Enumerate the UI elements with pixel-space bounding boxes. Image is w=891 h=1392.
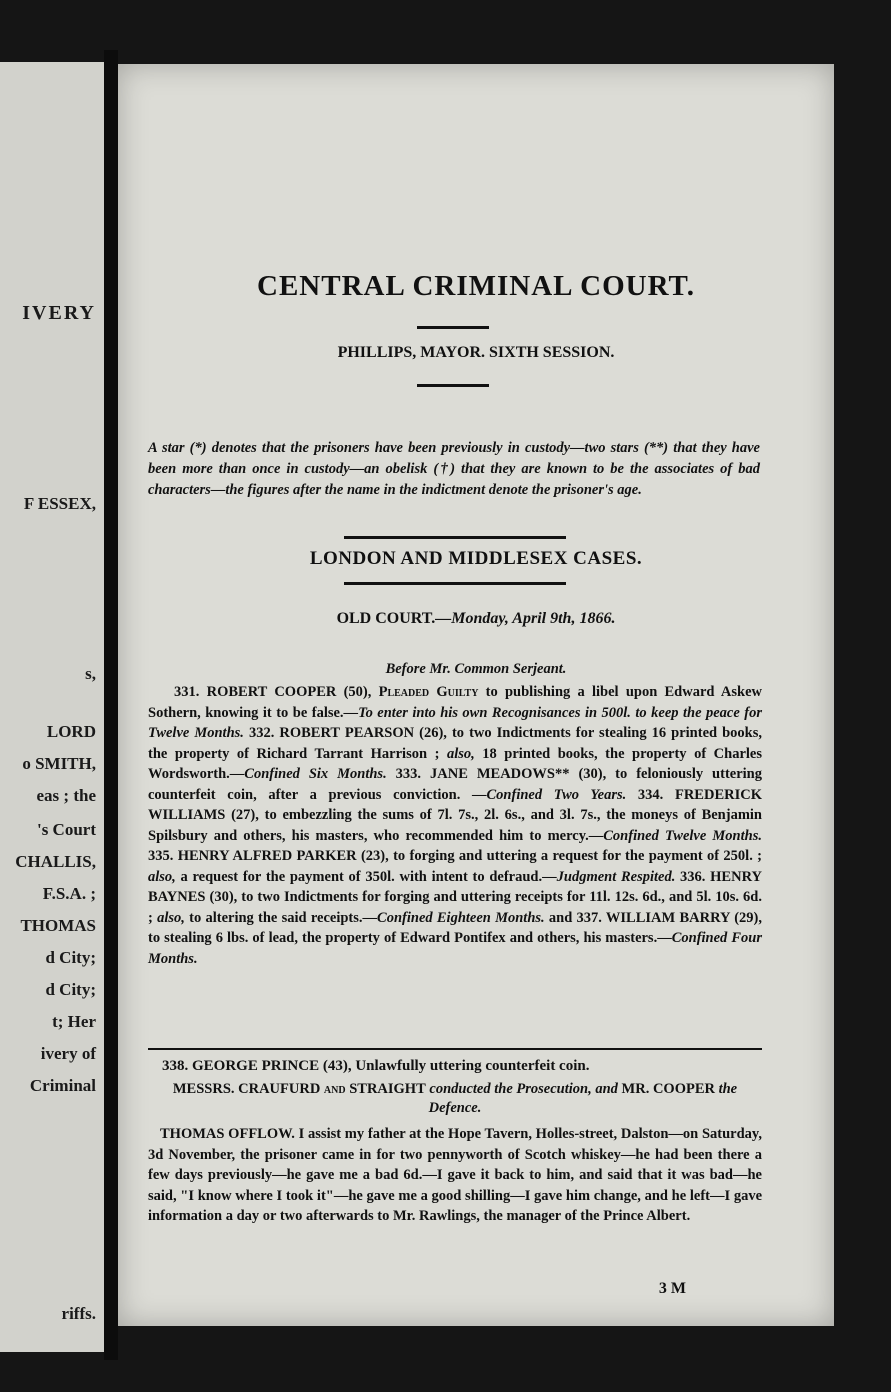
facing-page-text: THOMAS [20, 916, 96, 935]
divider [344, 536, 566, 539]
page-title: CENTRAL CRIMINAL COURT. [257, 270, 695, 302]
divider [344, 582, 566, 585]
testimony-text: I assist my father at the Hope Tavern, Holles-street, Dalston—on Saturday, 3d November, the prisoner came in for two pennyworth of Scotch whiskey—he had been there a few days previously—he gave me a bad 6d.—I gave it back to him, and said that it was bad—he said, "I know where I took it"—he gave me a good shilling—I gave him change, and he left—I gave information a day or two afterwards to Mr. Rawlings, the manager of the Prince Albert. [148, 1126, 762, 1224]
facing-page-text: LORD [46, 722, 96, 741]
facing-page-text: eas ; the [36, 786, 96, 805]
book-gutter [104, 50, 118, 1360]
facing-page-text: ivery of [40, 1044, 96, 1063]
facing-page-fragment [0, 62, 104, 1352]
facing-page-text: CHALLIS, [15, 852, 96, 871]
judge-line: Before Mr. Common Serjeant. [385, 661, 567, 677]
signature-mark: 3 M [658, 1280, 686, 1297]
counsel-text: conducted the Prosecution, and [425, 1081, 622, 1097]
counsel-text-end: the Defence. [428, 1081, 738, 1116]
counsel-line [148, 1080, 762, 1118]
defence-counsel: MR. COOPER [621, 1081, 715, 1097]
divider [417, 326, 489, 329]
witness-testimony [148, 1124, 762, 1227]
facing-page-text: F.S.A. ; [42, 884, 96, 903]
facing-page-text: d City; [45, 980, 96, 999]
divider [148, 1048, 762, 1050]
facing-page-text: o SMITH, [22, 754, 96, 773]
court-heading [118, 610, 834, 628]
divider [417, 384, 489, 387]
facing-page-text: d City; [45, 948, 96, 967]
facing-page-text: riffs. [61, 1304, 96, 1323]
session-subtitle: PHILLIPS, MAYOR. SIXTH SESSION. [337, 344, 615, 361]
facing-page-text: t; Her [52, 1012, 96, 1031]
witness-name: THOMAS OFFLOW. [160, 1126, 295, 1142]
facing-page-text: F ESSEX, [23, 494, 96, 513]
court-name: OLD COURT. [336, 610, 436, 627]
document-page [118, 64, 834, 1326]
facing-page-text: 's Court [36, 820, 96, 839]
facing-page-text: IVERY [22, 302, 96, 324]
prosecution-counsel: MESSRS. CRAUFURD and STRAIGHT [172, 1081, 426, 1097]
section-heading: LONDON AND MIDDLESEX CASES. [309, 548, 643, 569]
facing-page-text: s, [85, 664, 96, 683]
facing-page-text: Criminal [29, 1076, 96, 1095]
case-summaries: 331. ROBERT COOPER (50), Pleaded Guilty to publishing a libel upon Edward Askew Sothern, knowing it to be false.—To enter into his own Recognisances in 500l. to keep the peace for Twelve Months. 332. ROBERT PEARSON (26), to two Indictments for stealing 16 printed books, the property of Richard Tarrant Harrison ; also, 18 printed books, the property of Charles Wordsworth.—Confined Six Months. 333. JANE MEADOWS** (30), to feloniously uttering counterfeit coin, after a previous conviction. —Confined Two Years. 334. FREDERICK WILLIAMS (27), to embezzling the sums of 7l. 7s., 2l. 6s., and 3l. 7s., the moneys of Benjamin Spilsbury and others, his masters, who recommended him to mercy.—Confined Twelve Months. 335. HENRY ALFRED PARKER (23), to forging and uttering a request for the payment of 250l. ; also, a request for the payment of 350l. with intent to defraud.—Judgment Respited. 336. HENRY BAYNES (30), to two Indictments for forging and uttering receipts for 11l. 12s. 6d., and 5l. 10s. 6d. ; also, to altering the said receipts.—Confined Eighteen Months. and 337. WILLIAM BARRY (29), to stealing 6 lbs. of lead, the property of Edward Pontifex and others, his masters.—Confined Four Months. [148, 684, 763, 967]
court-date: —Monday, April 9th, 1866. [435, 610, 616, 627]
notation-notice: A star (*) denotes that the prisoners have been previously in custody—two stars (**) that they have been more than once in custody—an obelisk (†) that they are known to be the associates of bad characters—the figures after the name in the indictment denote the prisoner's age. [148, 440, 760, 498]
trial-heading: 338. GEORGE PRINCE (43), Unlawfully uttering counterfeit coin. [162, 1058, 590, 1074]
